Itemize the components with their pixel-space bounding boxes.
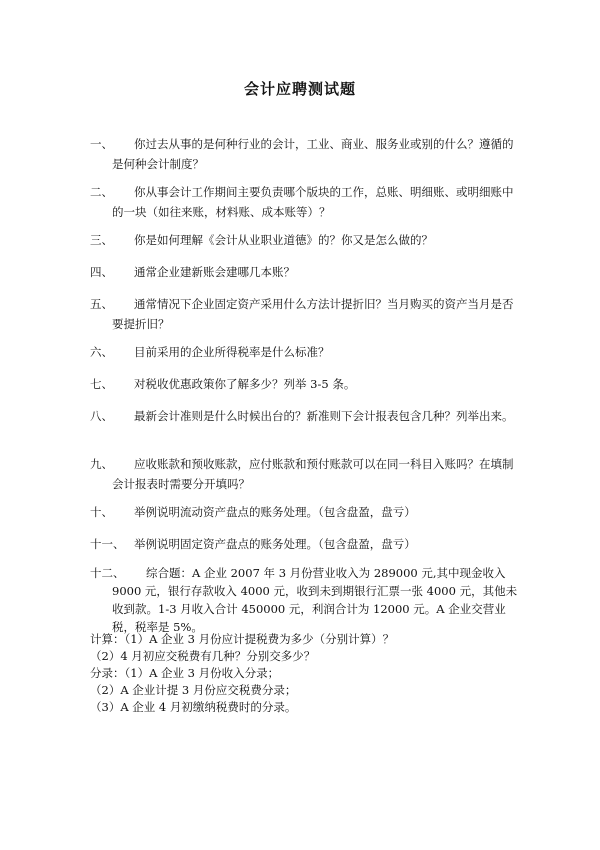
question-11 [90, 534, 520, 554]
question-text: 你过去从事的是何种行业的会计，工业、商业、服务业或别的什么？遵循的是何种会计制度？ [112, 137, 514, 171]
question-3 [90, 230, 520, 250]
question-6 [90, 342, 520, 362]
question-number: 十一、 [90, 537, 125, 551]
sub-line-2: （2）4 月初应交税费有几种？分别交多少？ [90, 649, 316, 663]
question-10 [90, 502, 520, 522]
question-7 [90, 374, 520, 394]
question-text: 你是如何理解《会计从业职业道德》的？你又是怎么做的？ [134, 233, 433, 247]
question-text: 举例说明固定资产盘点的账务处理。（包含盘盈，盘亏） [134, 537, 416, 551]
question-text: 综合题：A 企业 2007 年 3 月份营业收入为 289000 元,其中现金收入 9000 元，银行存款收入 4000 元，收到未到期银行汇票一张 4000 元，其他未收到款。1-3 月收入合计 450000 元，利润合计为 12000 元。A 企业交营业税，税率是 5%。 [112, 566, 518, 634]
question-12 [90, 564, 520, 636]
question-number: 九、 [90, 457, 113, 471]
question-number: 五、 [90, 297, 113, 311]
question-9 [90, 454, 520, 494]
question-text: 通常情况下企业固定资产采用什么方法计提折旧？当月购买的资产当月是否要提折旧？ [112, 297, 514, 331]
question-number: 四、 [90, 265, 113, 279]
sub-line-3: 分录：（1）A 企业 3 月份收入分录； [90, 666, 280, 680]
sub-line-1: 计算：（1）A 企业 3 月份应计提税费为多少（分别计算）？ [90, 632, 395, 646]
question-1 [90, 134, 520, 174]
question-4 [90, 262, 520, 282]
question-text: 目前采用的企业所得税率是什么标准？ [134, 345, 330, 359]
question-number: 八、 [90, 409, 113, 423]
question-number: 一、 [90, 137, 113, 151]
question-number: 七、 [90, 377, 113, 391]
question-2 [90, 182, 520, 222]
question-number: 三、 [90, 233, 113, 247]
question-text: 对税收优惠政策你了解多少？列举 3-5 条。 [134, 377, 356, 391]
question-text: 你从事会计工作期间主要负责哪个版块的工作，总账、明细账、或明细账中的一块（如往来账，材料账、成本账等）？ [112, 185, 514, 219]
question-8 [90, 406, 520, 426]
question-5 [90, 294, 520, 334]
question-text: 应收账款和预收账款，应付账款和预付账款可以在同一科目入账吗？在填制会计报表时需要分开填吗？ [112, 457, 514, 491]
question-number: 十、 [90, 505, 113, 519]
question-number: 六、 [90, 345, 113, 359]
page-title: 会计应聘测试题 [243, 80, 356, 98]
question-number: 十二、 [90, 566, 125, 580]
question-text: 最新会计准则是什么时候出台的？新准则下会计报表包含几种？列举出来。 [134, 409, 514, 423]
question-number: 二、 [90, 185, 113, 199]
sub-line-4: （2）A 企业计提 3 月份应交税费分录； [90, 683, 297, 697]
sub-line-5: （3）A 企业 4 月初缴纳税费时的分录。 [90, 700, 297, 714]
question-text: 举例说明流动资产盘点的账务处理。（包含盘盈，盘亏） [134, 505, 416, 519]
question-text: 通常企业建新账会建哪几本账？ [134, 265, 295, 279]
